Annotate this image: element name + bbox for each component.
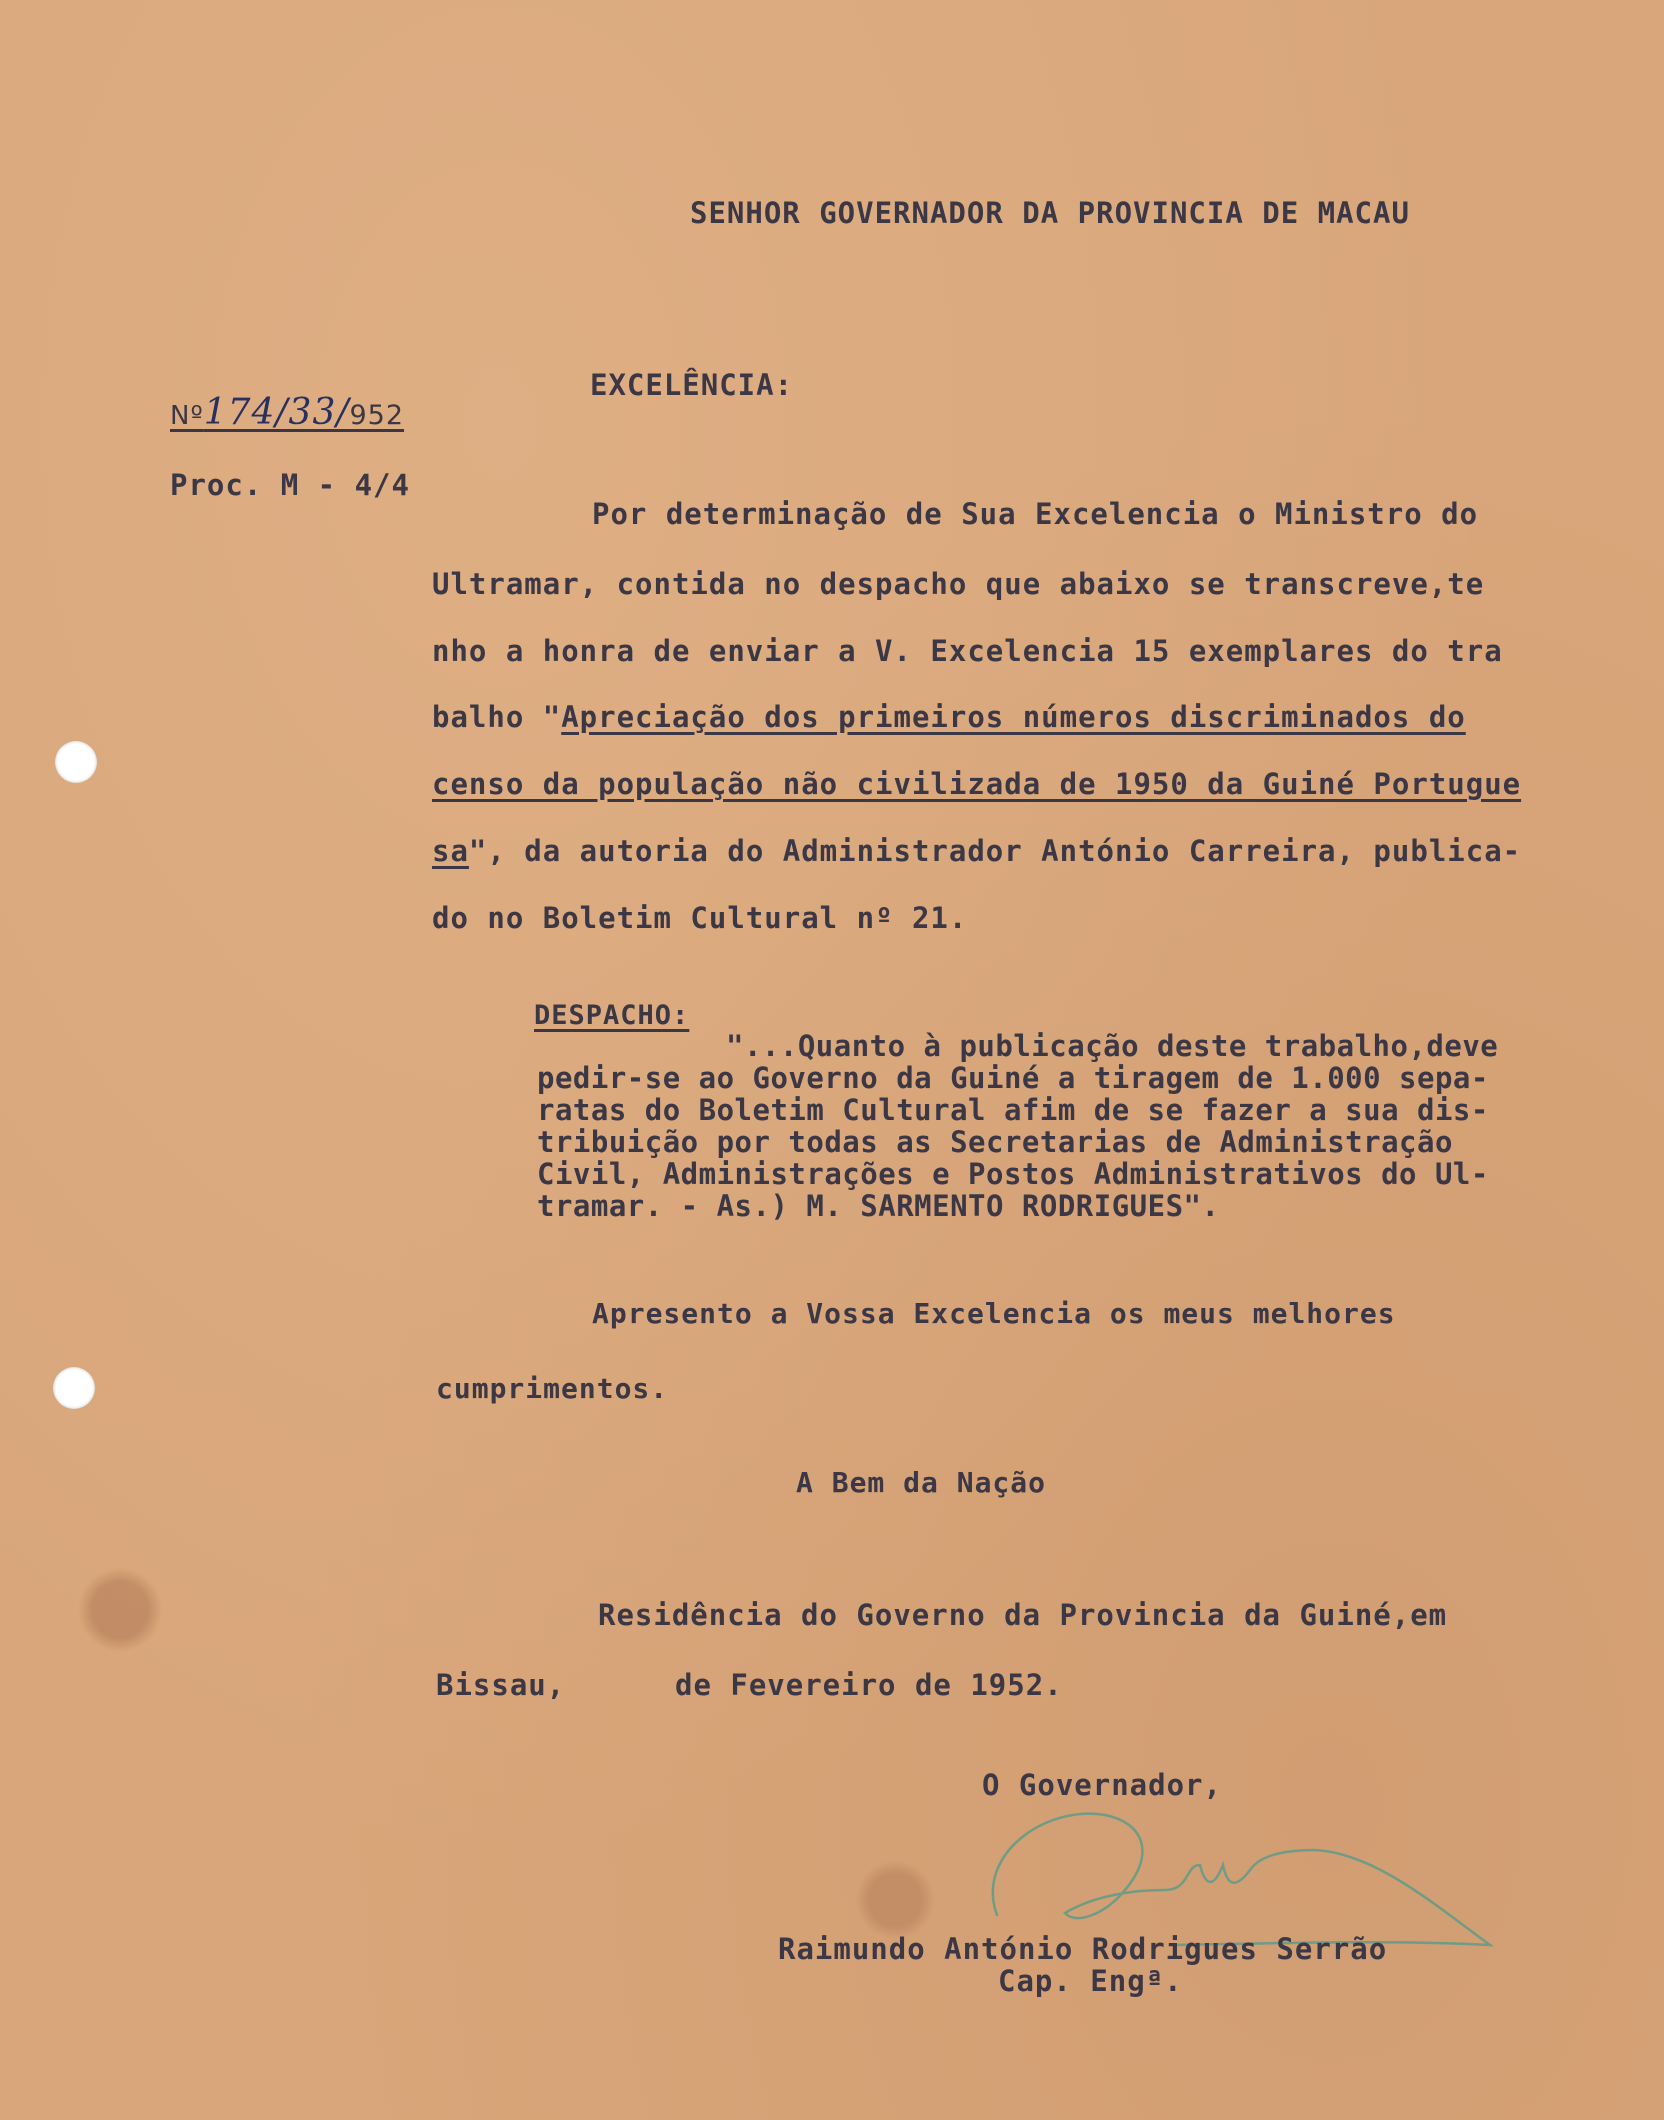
signoff: O Governador,	[982, 1768, 1222, 1802]
work-title-part-1: Apreciação dos primeiros números discriminados do	[561, 700, 1466, 734]
closing-line-2: cumprimentos.	[436, 1372, 669, 1405]
work-title-part-3: sa	[432, 834, 469, 868]
reference-number	[170, 392, 404, 433]
body-line-1: Por determinação de Sua Excelencia o Ministro do	[592, 497, 1479, 531]
despacho-label: DESPACHO:	[534, 1000, 690, 1031]
body-line-6-rest: ", da autoria do Administrador António Carreira, publica-	[468, 834, 1522, 868]
despacho-line-1: "...Quanto à publicação deste trabalho,deve	[726, 1029, 1499, 1063]
signer-name: Raimundo António Rodrigues Serrão	[778, 1932, 1388, 1966]
punch-hole-bottom	[53, 1367, 95, 1409]
reference-handwritten: 174/33/	[203, 392, 350, 433]
body-line-6	[432, 834, 1521, 868]
despacho-line-6: tramar. - As.) M. SARMENTO RODRIGUES".	[537, 1189, 1220, 1223]
body-line-4-prefix: balho "	[432, 700, 562, 734]
body-line-2: Ultramar, contida no despacho que abaixo se transcreve,te	[432, 567, 1485, 601]
motto: A Bem da Nação	[796, 1466, 1047, 1499]
body-line-3: nho a honra de enviar a V. Excelencia 15 exemplares do tra	[432, 634, 1503, 668]
closing-line-1: Apresento a Vossa Excelencia os meus melhores	[592, 1297, 1396, 1330]
signer-title: Cap. Engª.	[998, 1964, 1183, 1998]
body-line-7: do no Boletim Cultural nº 21.	[432, 901, 968, 935]
place-line-1: Residência do Governo da Provincia da Guiné,em	[598, 1598, 1448, 1632]
despacho-line-2: pedir-se ao Governo da Guiné a tiragem de 1.000 sepa-	[537, 1061, 1489, 1095]
body-line-4	[432, 700, 1466, 734]
reference-year: 952	[349, 400, 405, 431]
reference-prefix: Nº	[170, 401, 204, 431]
addressee: SENHOR GOVERNADOR DA PROVINCIA DE MACAU	[690, 196, 1410, 230]
work-title-part-2: censo da população não civilizada de 1950 da Guiné Portugue	[432, 767, 1522, 801]
punch-hole-top	[55, 741, 97, 783]
place-date: de Fevereiro de 1952.	[675, 1668, 1063, 1702]
despacho-line-3: ratas do Boletim Cultural afim de se fazer a sua dis-	[537, 1093, 1489, 1127]
salutation: EXCELÊNCIA:	[590, 368, 794, 402]
process-reference: Proc. M - 4/4	[170, 468, 410, 502]
place-city: Bissau,	[436, 1668, 566, 1702]
despacho-line-4: tribuição por todas as Secretarias de Administração	[537, 1125, 1453, 1159]
despacho-line-5: Civil, Administrações e Postos Administrativos do Ul-	[537, 1157, 1489, 1191]
